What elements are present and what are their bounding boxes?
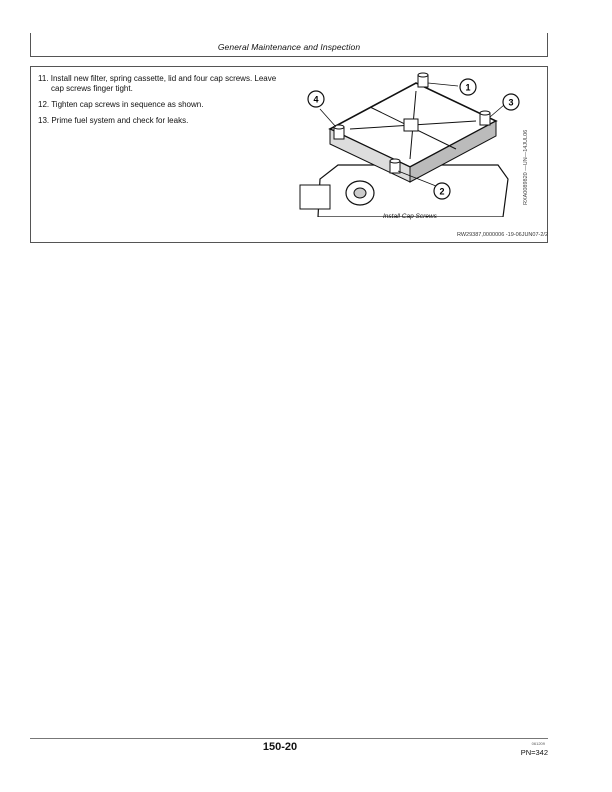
leader-3 [490,105,504,117]
callout-2 [434,183,450,199]
svg-text:2: 2 [439,186,445,197]
step-12: 12. Tighten cap screws in sequence as shown. [38,100,204,109]
center-boss [404,119,418,131]
callout-3 [503,94,519,110]
bracket-left [300,185,330,209]
pn-label: PN=342 [520,748,548,757]
callout-1 [460,79,476,95]
figure-caption: Install Cap Screws [383,213,437,220]
leader-4 [320,109,336,127]
page-header-title: General Maintenance and Inspection [217,42,361,52]
footer-rule [30,738,548,739]
cap-screw-4 [334,125,344,139]
leader-1 [428,83,458,86]
drain-fitting-inner [354,188,366,198]
svg-text:4: 4 [313,94,319,105]
figure-image-id: RXA0089820 —UN—14JUL06 [523,129,529,205]
svg-text:3: 3 [508,97,514,108]
svg-text:1: 1 [465,82,471,93]
cap-screw-illustration [298,69,528,217]
cap-screw-3 [480,111,490,125]
document-reference: RW29387,0000006 -19-06JUN07-2/2 [456,232,548,238]
page-number: 150-20 [262,741,298,753]
callout-4 [308,91,324,107]
step-11: 11. Install new filter, spring cassette, lid and four cap screws. Leave cap screws finger tight. [38,74,277,93]
cap-screw-1 [418,73,428,87]
footer-code: 061209 [531,741,545,746]
step-13: 13. Prime fuel system and check for leaks. [38,116,189,125]
procedure-steps [38,74,283,132]
